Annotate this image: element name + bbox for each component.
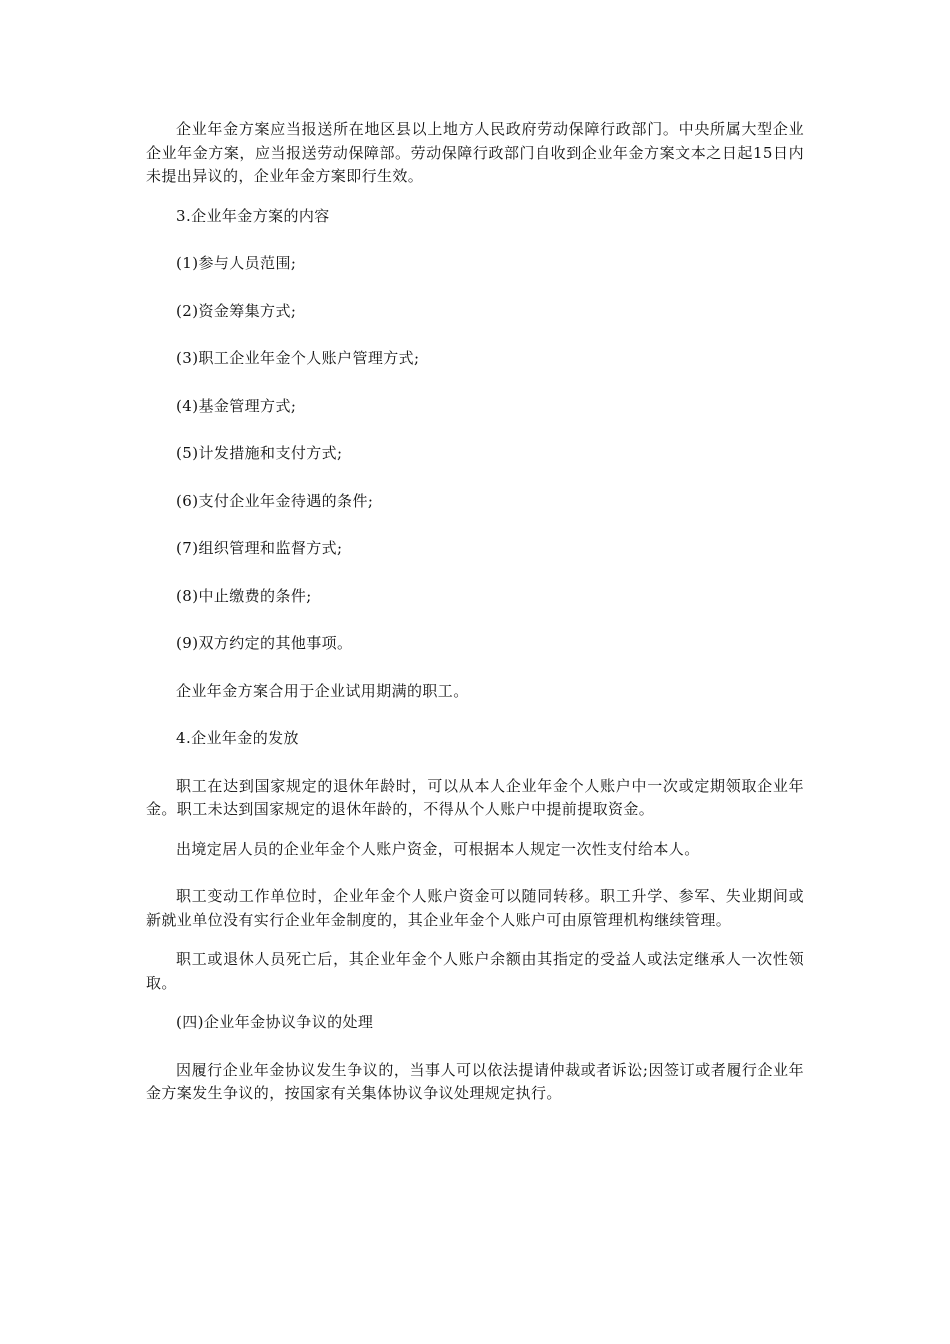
- list-item: (5)计发措施和支付方式;: [176, 444, 343, 462]
- paragraph-job-transfer: 职工变动工作单位时，企业年金个人账户资金可以随同转移。职工升学、参军、失业期间或新就业单位没有实行企业年金制度的，其企业年金个人账户可由原管理机构继续管理。: [146, 887, 804, 929]
- paragraph-death-benefit: 职工或退休人员死亡后，其企业年金个人账户余额由其指定的受益人或法定继承人一次性领取。: [146, 950, 804, 992]
- list-item: (4)基金管理方式;: [176, 396, 297, 415]
- heading-plan-contents: 3.企业年金方案的内容: [176, 206, 330, 225]
- paragraph-emigrant-payout: 出境定居人员的企业年金个人账户资金，可根据本人规定一次性支付给本人。: [176, 839, 700, 858]
- heading-dispute-handling: (四)企业年金协议争议的处理: [176, 1013, 374, 1031]
- list-item: (8)中止缴费的条件;: [176, 586, 312, 605]
- list-item: (9)双方约定的其他事项。: [176, 634, 353, 652]
- paragraph-dispute-resolution: 因履行企业年金协议发生争议的，当事人可以依法提请仲裁或者诉讼;因签订或者履行企业年金方案发生争议的，按国家有关集体协议争议处理规定执行。: [146, 1060, 804, 1102]
- list-item: (3)职工企业年金个人账户管理方式;: [176, 349, 420, 367]
- paragraph-plan-scope: 企业年金方案合用于企业试用期满的职工。: [176, 681, 469, 700]
- document-body: [146, 118, 804, 1122]
- list-item: (7)组织管理和监督方式;: [176, 539, 343, 557]
- heading-annuity-payout: 4.企业年金的发放: [176, 729, 299, 747]
- paragraph-plan-filing: 企业年金方案应当报送所在地区县以上地方人民政府劳动保障行政部门。中央所属大型企业企业年金方案，应当报送劳动保障部。劳动保障行政部门自收到企业年金方案文本之日起15日内未提出异议的，企业年金方案即行生效。: [146, 120, 804, 185]
- list-item: (2)资金筹集方式;: [176, 301, 297, 320]
- list-item: (1)参与人员范围;: [176, 254, 297, 272]
- list-item: (6)支付企业年金待遇的条件;: [176, 491, 374, 510]
- paragraph-retirement-payout: 职工在达到国家规定的退休年龄时，可以从本人企业年金个人账户中一次或定期领取企业年金。职工未达到国家规定的退休年龄的，不得从个人账户中提前提取资金。: [146, 776, 804, 818]
